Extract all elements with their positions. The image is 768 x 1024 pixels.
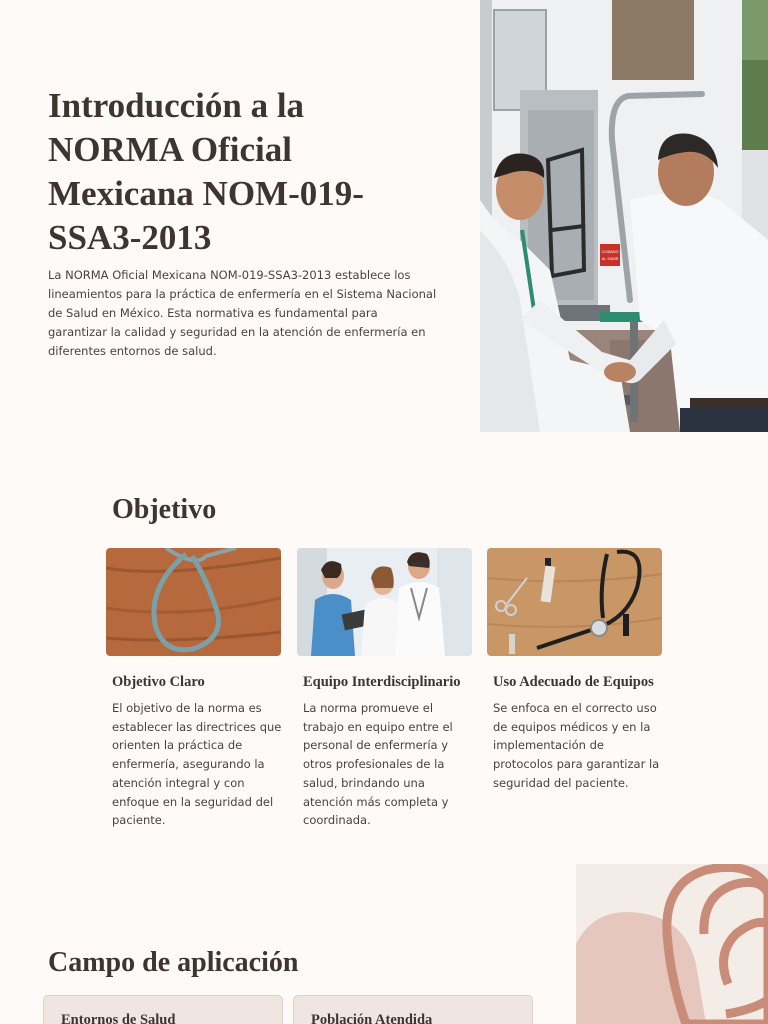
card-title: Objetivo Claro (112, 674, 205, 690)
stethoscope-on-wood-photo (106, 548, 281, 656)
card-title: Uso Adecuado de Equipos (493, 674, 654, 690)
hero-text (48, 84, 440, 361)
card-text: La norma promueve el trabajo en equipo entre el personal de enfermería y otros profesionales de la salud, brindando una atención más completa y coordinada. (303, 701, 453, 828)
page-title: Introducción a la NORMA Oficial Mexicana NOM-019-SSA3-2013 (48, 86, 364, 257)
handshake-illustration (480, 0, 768, 432)
campo-card-title: Población Atendida (311, 1012, 433, 1024)
campo-card-title: Entornos de Salud (61, 1012, 176, 1024)
objetivo-card-3 (487, 548, 662, 793)
objetivo-card-1 (106, 548, 281, 830)
objetivo-card-2 (297, 548, 472, 830)
svg-text:AL SUBIR: AL SUBIR (601, 257, 619, 261)
campo-heading: Campo de aplicación (48, 947, 299, 978)
campo-card-poblacion (293, 995, 533, 1024)
medical-team-photo (297, 548, 472, 656)
medical-instruments-photo (487, 548, 662, 656)
card-text: El objetivo de la norma es establecer las directrices que orienten la práctica de enfermería, asegurando la atención integral y con enfoque en la seguridad del paciente. (112, 701, 282, 828)
objetivo-heading: Objetivo (112, 494, 217, 525)
svg-text:CUIDADO: CUIDADO (601, 250, 619, 254)
card-title: Equipo Interdisciplinario (303, 674, 461, 690)
card-text: Se enfoca en el correcto uso de equipos médicos y en la implementación de protocolos para garantizar la seguridad del paciente. (493, 701, 660, 790)
hero-photo-handshake (480, 0, 768, 432)
campo-card-entornos (43, 995, 283, 1024)
hero-description: La NORMA Oficial Mexicana NOM-019-SSA3-2013 establece los lineamientos para la práctica de enfermería en el Sistema Nacional de Salud en México. Esta normativa es fundamental para garantizar la calidad y seguridad en la atención de enfermería en diferentes entornos de salud. (48, 268, 437, 358)
decorative-abstract-shape (576, 864, 768, 1024)
